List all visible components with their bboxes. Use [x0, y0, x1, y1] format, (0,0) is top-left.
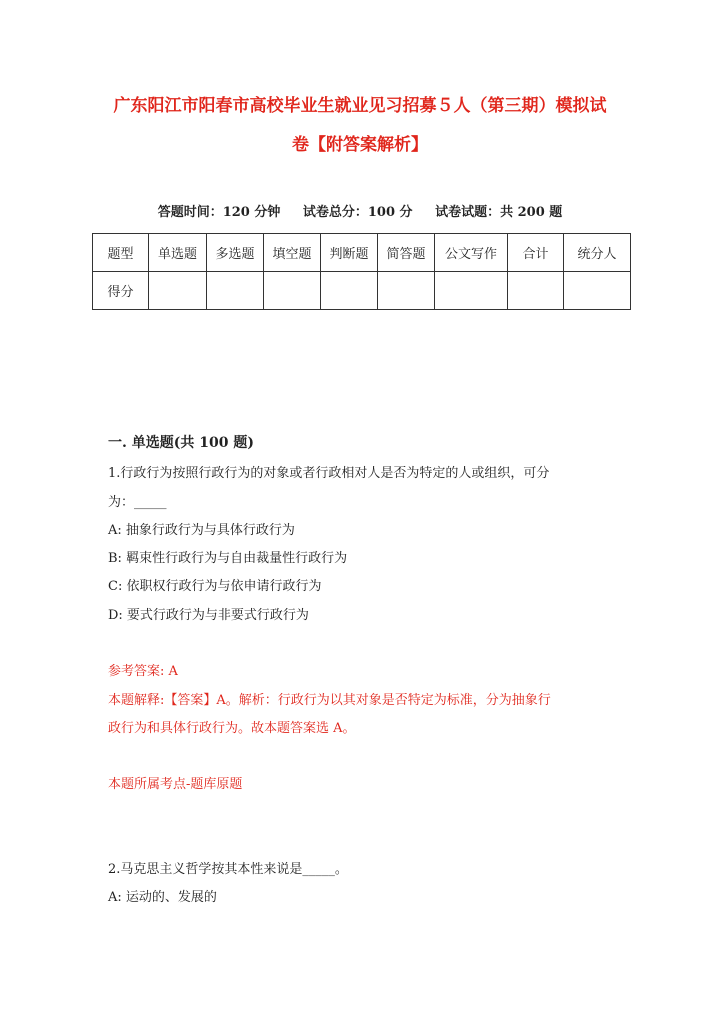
- header-cell-single-choice: 单选题: [149, 234, 207, 272]
- score-table-score-row: [93, 272, 631, 310]
- q1-option-a: A: 抽象行政行为与具体行政行为: [108, 523, 295, 538]
- q2-option-a: A: 运动的、发展的: [108, 890, 217, 905]
- score-cell: [264, 272, 321, 310]
- q1-option-d: D: 要式行政行为与非要式行政行为: [108, 608, 309, 623]
- q1-source: 本题所属考点-题库原题: [108, 777, 243, 792]
- q1-stem-line-2: 为：_____: [108, 495, 167, 510]
- exam-meta: [92, 201, 628, 220]
- exam-title-line-1: 广东阳江市阳春市高校毕业生就业见习招募５人（第三期）模拟试: [113, 96, 607, 116]
- q1-stem-line-1: 1.行政行为按照行政行为的对象或者行政相对人是否为特定的人或组织，可分: [108, 466, 550, 481]
- header-cell-type: 题型: [93, 234, 149, 272]
- header-cell-scorer: 统分人: [564, 234, 631, 272]
- score-cell: [435, 272, 508, 310]
- score-cell: [378, 272, 435, 310]
- score-cell: [207, 272, 264, 310]
- header-cell-multiple-choice: 多选题: [207, 234, 264, 272]
- header-cell-official-writing: 公文写作: [435, 234, 508, 272]
- score-cell: [321, 272, 378, 310]
- q1-option-c: C: 依职权行政行为与依申请行政行为: [108, 579, 322, 594]
- q2-stem: 2.马克思主义哲学按其本性来说是_____。: [108, 862, 348, 877]
- exam-title-line-2: 卷【附答案解析】: [292, 135, 428, 155]
- score-cell: [564, 272, 631, 310]
- score-cell: [149, 272, 207, 310]
- q1-answer: 参考答案: A: [108, 664, 178, 679]
- header-cell-total: 合计: [508, 234, 564, 272]
- header-cell-short-answer: 简答题: [378, 234, 435, 272]
- section-title: 一. 单选题(共 100 题): [108, 435, 254, 451]
- score-table-header-row: [93, 234, 631, 272]
- exam-time: 答题时间：120 分钟: [157, 205, 281, 220]
- score-table: [92, 233, 631, 310]
- exam-total-score: 试卷总分：100 分: [302, 205, 413, 220]
- score-row-label: 得分: [93, 272, 149, 310]
- score-cell: [508, 272, 564, 310]
- q1-explanation-line-1: 本题解释:【答案】A。解析：行政行为以其对象是否特定为标准，分为抽象行: [108, 693, 551, 708]
- header-cell-true-false: 判断题: [321, 234, 378, 272]
- q1-option-b: B: 羁束性行政行为与自由裁量性行政行为: [108, 551, 348, 566]
- header-cell-fill-blank: 填空题: [264, 234, 321, 272]
- q1-explanation-line-2: 政行为和具体行政行为。故本题答案选 A。: [108, 721, 356, 736]
- exam-question-count: 试卷试题：共 200 题: [435, 205, 563, 220]
